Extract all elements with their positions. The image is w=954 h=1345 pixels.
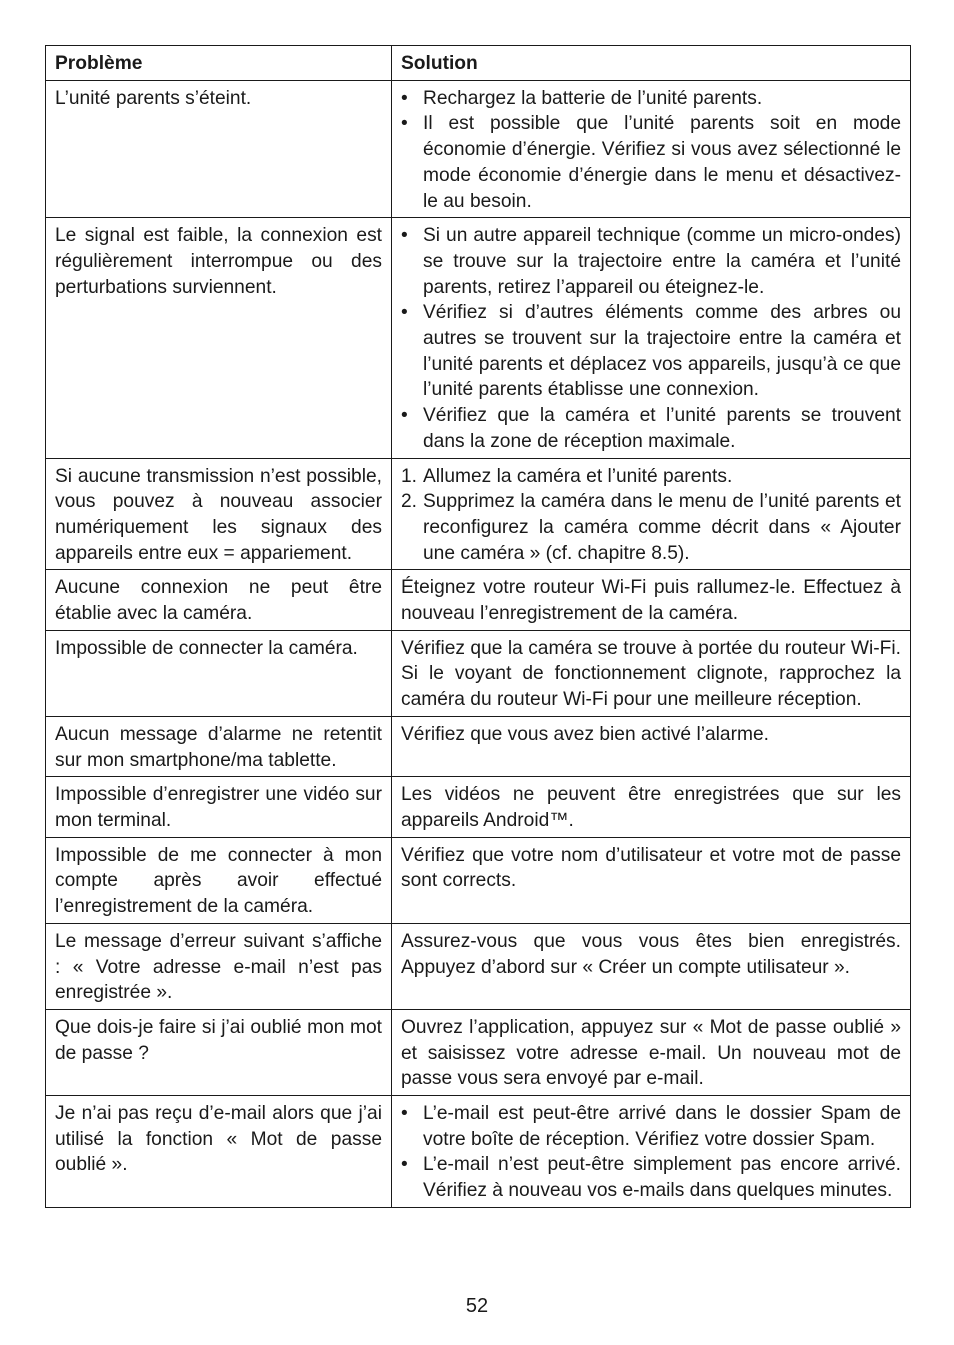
item-text: Allumez la caméra et l’unité parents. (423, 465, 733, 487)
item-text: Vérifiez que la caméra et l’unité parents se trouvent dans la zone de réception maximale. (423, 405, 901, 452)
table-header-row (46, 46, 911, 81)
item-text: L’e-mail est peut-être arrivé dans le dossier Spam de votre boîte de réception. Vérifiez votre dossier Spam. (423, 1103, 901, 1150)
bullet-item (401, 111, 901, 214)
solution-text: Ouvrez l’application, appuyez sur « Mot de passe oublié » et saisissez votre adresse e-mail. Un nouveau mot de passe vous sera envoyé par e-mail. (401, 1016, 901, 1090)
item-text: L’e-mail n’est peut-être simplement pas encore arrivé. Vérifiez à nouveau vos e-mails dans quelques minutes. (423, 1154, 901, 1202)
solution-text: Assurez-vous que vous vous êtes bien enregistrés. Appuyez d’abord sur « Créer un compte utilisateur ». (401, 930, 901, 978)
solution-cell (392, 630, 911, 716)
solution-cell (392, 1009, 911, 1095)
bullet-item (401, 1152, 901, 1203)
number-marker: 1. (401, 465, 418, 487)
number-marker: 2. (401, 491, 418, 513)
solution-text: Vérifiez que la caméra se trouve à portée du routeur Wi-Fi. Si le voyant de fonctionnement clignote, rapprochez la caméra du routeur Wi-Fi pour une meilleure réception. (401, 637, 901, 711)
problem-cell: Le message d’erreur suivant s’affiche : « Votre adresse e-mail n’est pas enregistrée ». (46, 923, 392, 1009)
table-row (46, 1009, 911, 1095)
solution-cell (392, 570, 911, 630)
problem-cell: Aucune connexion ne peut être établie avec la caméra. (46, 570, 392, 630)
item-text: Rechargez la batterie de l’unité parents. (423, 87, 763, 109)
problem-cell: Impossible de connecter la caméra. (46, 630, 392, 716)
solution-cell (392, 923, 911, 1009)
table-row (46, 80, 911, 218)
table-row (46, 570, 911, 630)
troubleshooting-table (45, 45, 911, 1208)
problem-cell: Si aucune transmission n’est possible, vous pouvez à nouveau associer numériquement les signaux des appareils entre eux = appariement. (46, 458, 392, 570)
table-row (46, 777, 911, 837)
solution-cell (392, 777, 911, 837)
item-text: Si un autre appareil technique (comme un micro-ondes) se trouve sur la trajectoire entre la caméra et l’unité parents, retirez l’appareil ou éteignez-le. (423, 225, 901, 298)
item-text: Il est possible que l’unité parents soit en mode économie d’énergie. Vérifiez si vous avez sélectionné le mode économie d’énergie dans le menu et désactivez-le au besoin. (423, 113, 901, 212)
bullet-marker: • (401, 405, 408, 427)
table-row (46, 630, 911, 716)
solution-text: Vérifiez que votre nom d’utilisateur et votre mot de passe sont corrects. (401, 844, 901, 892)
solution-cell (392, 458, 911, 570)
page-number: 52 (465, 1295, 489, 1317)
problem-cell: L’unité parents s’éteint. (46, 80, 392, 218)
bullet-marker: • (401, 1103, 408, 1125)
bullet-item (401, 1101, 901, 1152)
bullet-marker: • (401, 302, 408, 324)
solution-cell (392, 218, 911, 458)
table-row (46, 218, 911, 458)
header-solution: Solution (392, 46, 911, 81)
problem-cell: Impossible de me connecter à mon compte après avoir effectué l’enregistrement de la caméra. (46, 837, 392, 923)
table-row (46, 1096, 911, 1208)
table-row (46, 923, 911, 1009)
numbered-item (401, 464, 901, 490)
bullet-item (401, 403, 901, 454)
solution-cell (392, 837, 911, 923)
header-problem: Problème (46, 46, 392, 81)
solution-text: Vérifiez que vous avez bien activé l’alarme. (401, 723, 769, 745)
solution-cell (392, 1096, 911, 1208)
item-text: Vérifiez si d’autres éléments comme des arbres ou autres se trouvent sur la trajectoire entre la caméra et l’unité parents et déplacez vos appareils, jusqu’à ce que l’unité parents établisse une connexion. (423, 302, 901, 401)
bullet-item (401, 300, 901, 403)
solution-cell (392, 80, 911, 218)
problem-cell: Le signal est faible, la connexion est régulièrement interrompue ou des perturbations surviennent. (46, 218, 392, 458)
bullet-marker: • (401, 225, 408, 247)
problem-cell: Impossible d’enregistrer une vidéo sur mon terminal. (46, 777, 392, 837)
table-row (46, 458, 911, 570)
solution-text: Éteignez votre routeur Wi-Fi puis rallumez-le. Effectuez à nouveau l’enregistrement de la caméra. (401, 577, 901, 625)
problem-cell: Que dois-je faire si j’ai oublié mon mot de passe ? (46, 1009, 392, 1095)
table-row (46, 837, 911, 923)
problem-cell: Je n’ai pas reçu d’e-mail alors que j’ai utilisé la fonction « Mot de passe oublié ». (46, 1096, 392, 1208)
bullet-item (401, 86, 901, 112)
item-text: Supprimez la caméra dans le menu de l’unité parents et reconfigurez la caméra comme décrit dans « Ajouter une caméra » (cf. chapitre 8.5). (423, 491, 901, 564)
table-row (46, 716, 911, 776)
numbered-item (401, 489, 901, 566)
bullet-marker: • (401, 1154, 408, 1176)
solution-cell (392, 716, 911, 776)
bullet-marker: • (401, 113, 408, 135)
solution-text: Les vidéos ne peuvent être enregistrées que sur les appareils Android™. (401, 784, 901, 831)
table-body (46, 80, 911, 1207)
bullet-item (401, 223, 901, 300)
bullet-marker: • (401, 87, 408, 109)
problem-cell: Aucun message d’alarme ne retentit sur mon smartphone/ma tablette. (46, 716, 392, 776)
